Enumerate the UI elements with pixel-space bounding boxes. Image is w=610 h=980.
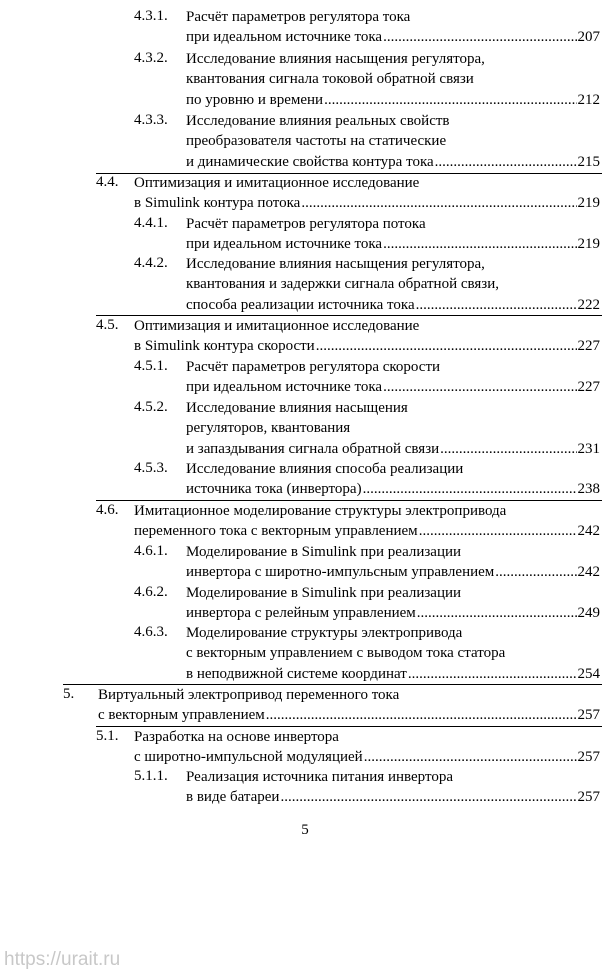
toc-entry-page: 222 <box>577 296 600 313</box>
leader-dots <box>266 705 577 725</box>
toc-entry-page: 242 <box>577 523 600 539</box>
leader-dots <box>301 193 576 213</box>
toc-entry-title: Исследование влияния насыщения <box>186 399 408 416</box>
toc-entry-title: Имитационное моделирование структуры электропривода <box>134 502 507 519</box>
toc-entry[interactable] <box>186 541 600 582</box>
leader-dots <box>363 479 577 499</box>
leader-dots <box>280 787 576 807</box>
toc-entry-number: 4.3.2. <box>134 50 168 66</box>
toc-entry[interactable] <box>134 315 600 356</box>
toc-entry-title: Моделирование в Simulink при реализации <box>186 584 462 601</box>
toc-entry-number: 4.6.2. <box>134 584 168 600</box>
toc-entry-title: в Simulink контура потока <box>134 195 301 211</box>
leader-dots <box>383 27 576 47</box>
leader-dots <box>364 747 577 767</box>
toc-entry-title: при идеальном источнике тока <box>186 236 383 252</box>
toc-entry-page: 215 <box>577 153 600 170</box>
section-divider <box>96 500 602 501</box>
toc-entry-number: 4.4.2. <box>134 255 168 271</box>
toc-entry-page: 207 <box>577 29 600 45</box>
toc-entry-title: переменного тока с векторным управлением <box>134 523 418 539</box>
toc-entry-number: 4.5.2. <box>134 399 168 415</box>
toc-entry[interactable] <box>186 458 600 499</box>
toc-entry-title: и запаздывания сигнала обратной связи <box>186 440 440 457</box>
toc-entry[interactable] <box>186 213 600 254</box>
toc-entry-title: Моделирование в Simulink при реализации <box>186 543 462 560</box>
toc-entry-title: Исследование влияния насыщения регулятора, <box>186 255 485 272</box>
toc-entry-title: с векторным управлением <box>98 707 265 723</box>
page-number: 5 <box>301 822 309 838</box>
toc-entry-title: Исследование влияния способа реализации <box>186 460 464 477</box>
toc-entry-title: Расчёт параметров регулятора тока <box>186 8 411 25</box>
toc-entry-title: Расчёт параметров регулятора потока <box>186 215 426 232</box>
toc-entry-page: 254 <box>577 665 600 682</box>
toc-entry[interactable] <box>186 622 600 684</box>
toc-entry-title: и динамические свойства контура тока <box>186 153 434 170</box>
toc-entry-page: 249 <box>577 605 600 621</box>
toc-entry-title: Расчёт параметров регулятора скорости <box>186 358 441 375</box>
toc-entry-title: в неподвижной системе координат <box>186 665 407 682</box>
toc-entry-title: с широтно-импульсной модуляцией <box>134 749 363 765</box>
section-divider <box>63 684 602 685</box>
toc-entry[interactable] <box>186 356 600 397</box>
footer-url: https://urait.ru <box>4 949 121 970</box>
leader-dots <box>440 439 576 459</box>
toc-entry-page: 219 <box>577 195 600 211</box>
leader-dots <box>419 521 577 541</box>
toc-entry[interactable] <box>98 684 600 725</box>
toc-entry[interactable] <box>186 6 600 47</box>
toc-entry-title: при идеальном источнике тока <box>186 379 383 395</box>
section-divider <box>96 315 602 316</box>
leader-dots <box>408 664 577 684</box>
toc-entry-number: 4.5. <box>96 317 119 333</box>
toc-entry-title: Виртуальный электропривод переменного тока <box>98 686 400 703</box>
toc-entry-number: 4.5.3. <box>134 460 168 476</box>
section-divider <box>96 726 602 727</box>
toc-entry-title: Моделирование структуры электропривода <box>186 624 463 641</box>
toc-entry-number: 4.5.1. <box>134 358 168 374</box>
toc-entry-title: инвертора с релейным управлением <box>186 605 416 621</box>
toc-entry-title: регуляторов, квантования <box>186 420 351 436</box>
toc-entry-title: Реализация источника питания инвертора <box>186 768 453 785</box>
leader-dots <box>435 152 577 172</box>
toc-entry[interactable] <box>186 766 600 807</box>
toc-entry-number: 4.6. <box>96 502 119 518</box>
toc-entry-title: при идеальном источнике тока <box>186 29 383 45</box>
toc-entry-title: квантования и задержки сигнала обратной связи, <box>186 276 499 292</box>
toc-entry-title: преобразователя частоты на статические <box>186 133 447 149</box>
toc-entry[interactable] <box>186 253 600 315</box>
toc-entry-title: Исследование влияния реальных свойств <box>186 112 450 129</box>
leader-dots <box>495 562 576 582</box>
toc-entry-number: 4.4.1. <box>134 215 168 231</box>
leader-dots <box>324 90 576 110</box>
toc-entry[interactable] <box>134 172 600 213</box>
leader-dots <box>416 295 577 315</box>
leader-dots <box>417 603 577 623</box>
toc-entry-number: 5.1. <box>96 728 119 744</box>
toc-entry-title: в Simulink контура скорости <box>134 338 315 354</box>
toc-entry-number: 4.4. <box>96 174 119 190</box>
toc-entry[interactable] <box>186 582 600 623</box>
section-divider <box>96 173 602 174</box>
leader-dots <box>316 336 577 356</box>
toc-entry-number: 5. <box>63 686 75 702</box>
toc-entry-number: 5.1.1. <box>134 768 168 784</box>
toc-entry-page: 212 <box>577 91 600 108</box>
toc-entry-page: 257 <box>577 707 600 723</box>
toc-entry[interactable] <box>134 500 600 541</box>
toc-entry-title: по уровню и времени <box>186 91 324 108</box>
toc-entry[interactable] <box>186 397 600 459</box>
toc-entry-page: 257 <box>577 789 600 805</box>
toc-entry-page: 227 <box>577 379 600 395</box>
toc-entry-page: 219 <box>577 236 600 252</box>
toc-entry-page: 227 <box>577 338 600 354</box>
toc-entry-title: источника тока (инвертора) <box>186 481 362 497</box>
toc-entry-page: 238 <box>577 481 600 497</box>
leader-dots <box>383 377 576 397</box>
toc-entry-number: 4.3.3. <box>134 112 168 128</box>
toc-entry-title: с векторным управлением с выводом тока статора <box>186 645 506 661</box>
toc-entry-title: в виде батареи <box>186 789 280 805</box>
toc-entry-title: инвертора с широтно-импульсным управлением <box>186 564 495 580</box>
toc-entry-page: 257 <box>577 749 600 765</box>
toc-entry-page: 231 <box>577 440 600 457</box>
leader-dots <box>383 234 576 254</box>
toc-entry[interactable] <box>134 726 600 767</box>
toc-entry[interactable] <box>186 110 600 172</box>
toc-entry-title: Разработка на основе инвертора <box>134 728 339 745</box>
toc-entry-title: способа реализации источника тока <box>186 296 415 313</box>
toc-entry-number: 4.3.1. <box>134 8 168 24</box>
toc-entry-title: Исследование влияния насыщения регулятора, <box>186 50 485 67</box>
toc-entry-page: 242 <box>577 564 600 580</box>
toc-entry-title: Оптимизация и имитационное исследование <box>134 174 420 191</box>
toc-entry-title: Оптимизация и имитационное исследование <box>134 317 420 334</box>
toc-entry-title: квантования сигнала токовой обратной связи <box>186 71 474 87</box>
toc-entry-number: 4.6.3. <box>134 624 168 640</box>
toc-entry[interactable] <box>186 48 600 110</box>
toc-entry-number: 4.6.1. <box>134 543 168 559</box>
